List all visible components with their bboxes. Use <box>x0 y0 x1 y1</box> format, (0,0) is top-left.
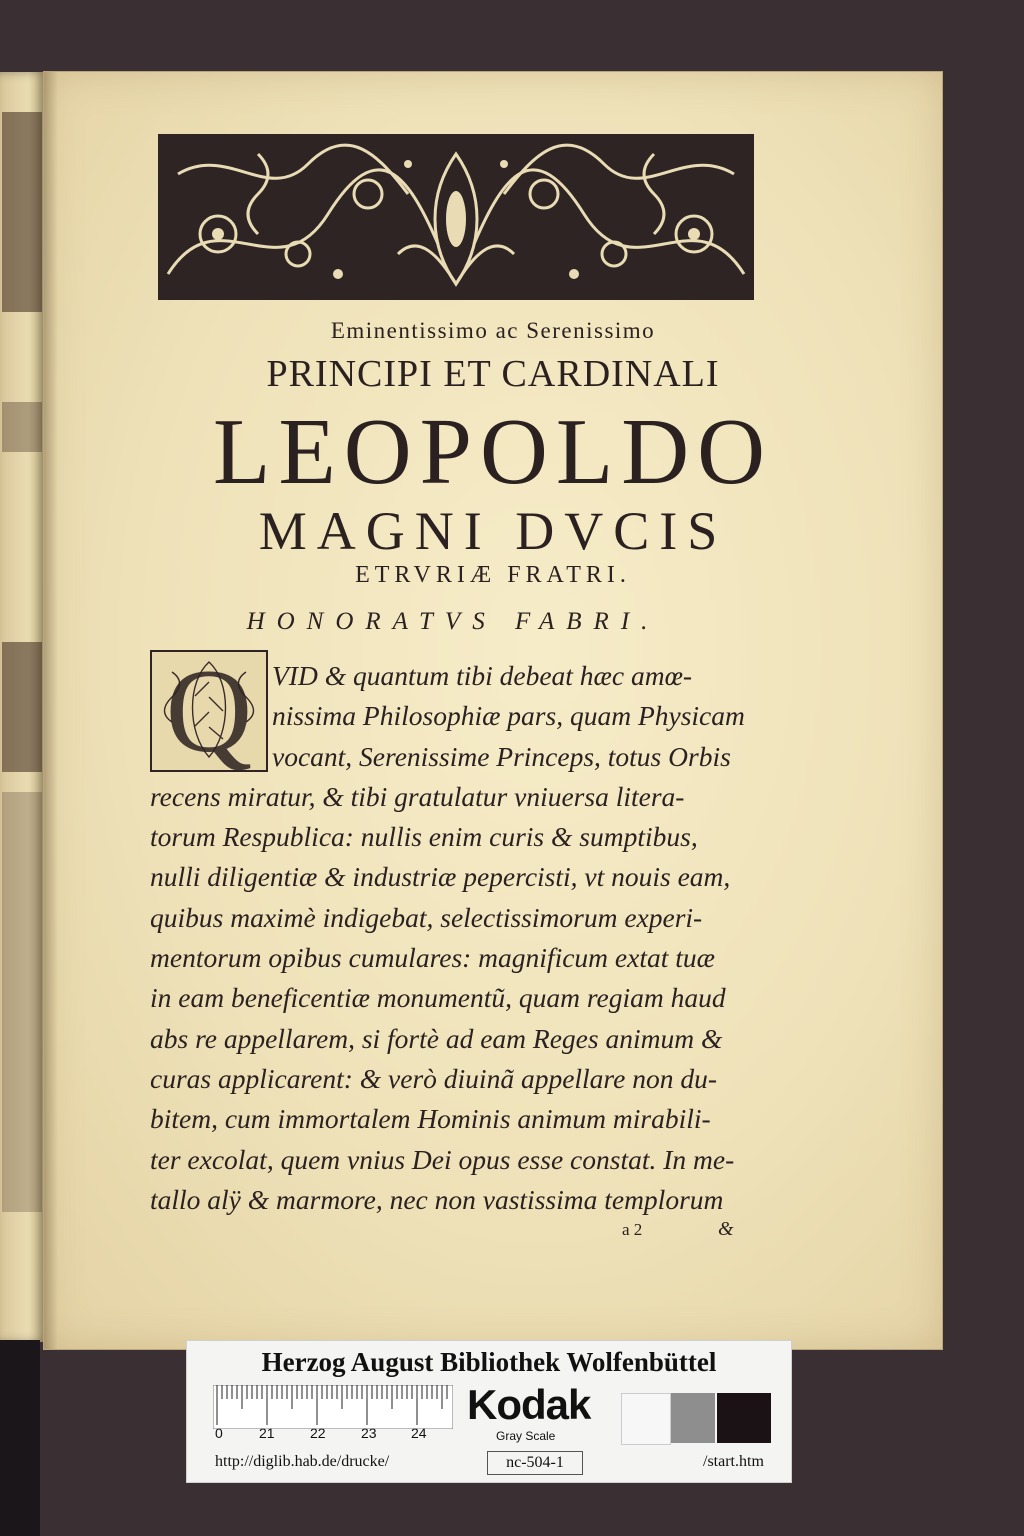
ruler-number: 23 <box>361 1425 377 1441</box>
gray-swatch-black <box>717 1393 771 1443</box>
text-line: recens miratur, & tibi gratulatur vniuersa litera- <box>150 780 685 812</box>
ruler-number: 21 <box>259 1425 275 1441</box>
previous-page-edge <box>0 72 46 1342</box>
text-line: torum Respublica: nullis enim curis & sumptibus, <box>150 821 698 853</box>
body-text <box>150 656 810 1220</box>
text-line: quibus maximè indigebat, selectissimorum experi- <box>150 901 703 933</box>
gray-scale-label: Gray Scale <box>496 1429 556 1443</box>
text-line: nissima Philosophiæ pars, quam Physicam <box>272 700 745 732</box>
library-url: http://diglib.hab.de/drucke/ <box>215 1453 390 1470</box>
text-line: in eam beneficentiæ monumentũ, quam regiam haud <box>150 982 726 1014</box>
previous-page-initial-fragment <box>2 642 42 772</box>
dedication-name: LEOPOLDO <box>212 400 774 504</box>
dedication-line-1: Eminentissimo ac Serenissimo <box>330 318 656 343</box>
dedication-line-2: PRINCIPI ET CARDINALI <box>266 353 720 395</box>
author-line: HONORATVS FABRI. <box>246 608 660 635</box>
shelfmark: nc-504-1 <box>487 1451 583 1475</box>
book-page <box>44 72 942 1349</box>
ruler-number: 24 <box>411 1425 427 1441</box>
text-line: abs re appellarem, si fortè ad eam Reges animum & <box>150 1022 723 1054</box>
dedication-line-4: MAGNI DVCIS <box>258 501 728 561</box>
text-line: nulli diligentiæ & industriæ pepercisti, vt nouis eam, <box>150 861 731 893</box>
previous-page-text-fragment <box>2 402 42 452</box>
kodak-logo: Kodak <box>467 1381 591 1428</box>
initial-letter: Q <box>165 644 253 777</box>
ruler-number: 22 <box>310 1425 326 1441</box>
previous-page-ornament-fragment <box>2 112 42 312</box>
previous-page-text-fragment <box>2 792 42 1212</box>
measurement-ruler <box>213 1385 453 1429</box>
text-line: VID & quantum tibi debeat hæc amœ- <box>272 660 693 691</box>
ruler-number: 0 <box>215 1425 223 1441</box>
text-line: bitem, cum immortalem Hominis animum mirabili- <box>150 1103 711 1135</box>
page-gutter-shadow <box>44 72 58 1349</box>
text-line: ter excolat, quem vnius Dei opus esse constat. In me- <box>150 1143 735 1175</box>
gray-swatch-mid <box>671 1393 715 1443</box>
dedication-line-5: ETRVRIÆ FRATRI. <box>355 562 631 588</box>
gray-swatch-white <box>621 1393 671 1445</box>
text-line: curas applicarent: & verò diuinã appellare non du- <box>150 1062 717 1094</box>
start-page-url: /start.htm <box>703 1453 764 1470</box>
library-name: Herzog August Bibliothek Wolfenbüttel <box>261 1347 717 1377</box>
signature-mark: a 2 <box>622 1220 643 1239</box>
text-line: vocant, Serenissime Princeps, totus Orbis <box>272 740 731 772</box>
text-line: tallo alÿ & marmore, nec non vastissima templorum <box>150 1183 724 1215</box>
book-cover-edge <box>0 1340 40 1536</box>
color-calibration-target <box>186 1340 792 1483</box>
catchword: & <box>718 1218 734 1240</box>
text-line: mentorum opibus cumulares: magnificum extat tuæ <box>150 942 715 974</box>
woodcut-headpiece <box>158 134 754 300</box>
